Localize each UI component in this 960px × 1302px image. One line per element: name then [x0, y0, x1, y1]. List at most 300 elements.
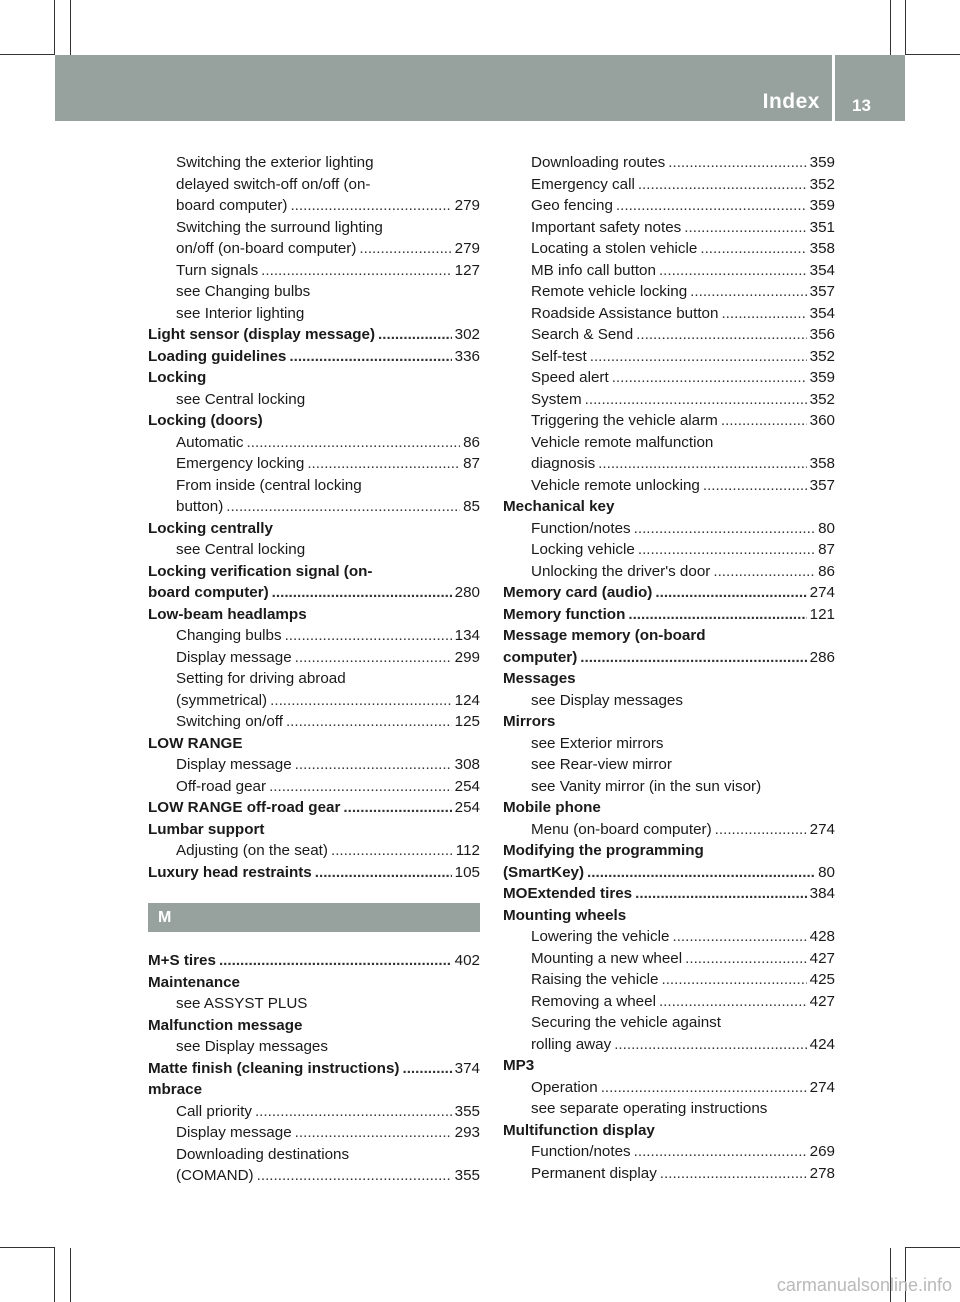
page-reference: 85 [463, 498, 480, 515]
entry-text: Operation [531, 1078, 598, 1096]
page-reference: 308 [454, 756, 480, 773]
section-heading: M [148, 903, 480, 932]
entry-text: diagnosis [531, 455, 596, 472]
page-reference: 278 [809, 1164, 835, 1182]
index-entry [148, 1079, 480, 1101]
page-reference: 254 [454, 777, 480, 795]
entry-text: Removing a wheel [531, 992, 656, 1010]
page-reference: 302 [454, 326, 480, 343]
entry-text: Modifying the programming [503, 842, 704, 859]
entry-text: Roadside Assistance button [531, 304, 719, 322]
page-reference: 286 [809, 648, 835, 666]
dot-leader [272, 582, 452, 604]
dot-leader [659, 991, 807, 1013]
dot-leader [226, 496, 460, 518]
index-subentry [503, 346, 835, 368]
index-subentry [503, 303, 835, 325]
index-subentry [148, 1036, 480, 1058]
entry-text: LOW RANGE [148, 734, 243, 752]
entry-text: Display message [176, 756, 292, 773]
index-subentry [148, 690, 480, 712]
index-subentry [148, 496, 480, 518]
index-subentry [503, 926, 835, 948]
page-reference: 254 [454, 799, 480, 816]
index-entry [148, 862, 480, 884]
dot-leader [636, 324, 806, 346]
dot-leader [634, 1141, 807, 1163]
index-subentry [148, 432, 480, 454]
index-subentry [503, 1012, 835, 1034]
index-subentry [503, 281, 835, 303]
index-entry [148, 367, 480, 389]
index-subentry [148, 174, 480, 196]
entry-text: Important safety notes [531, 218, 682, 236]
page-reference: 352 [809, 347, 835, 365]
index-subentry [503, 1163, 835, 1185]
entry-text: see Changing bulbs [176, 283, 311, 300]
entry-text: see ASSYST PLUS [176, 995, 308, 1012]
index-subentry [148, 217, 480, 239]
dot-leader [378, 324, 452, 346]
index-entry [503, 905, 835, 927]
index-subentry [503, 260, 835, 282]
crop-mark [0, 54, 55, 55]
dot-leader [700, 238, 806, 260]
entry-text: see Central locking [176, 541, 306, 558]
index-subentry [148, 1101, 480, 1123]
entry-text: Switching the exterior lighting [176, 154, 374, 171]
dot-leader [655, 582, 806, 604]
index-column-right [503, 152, 835, 1184]
index-entry [503, 625, 835, 647]
entry-text: Lumbar support [148, 820, 265, 838]
page-reference: 360 [809, 412, 835, 429]
index-subentry [148, 776, 480, 798]
crop-mark [905, 1247, 960, 1248]
dot-leader [614, 1034, 806, 1056]
entry-text: see Display messages [531, 691, 683, 709]
index-entry [503, 647, 835, 669]
dot-leader [628, 604, 806, 626]
entry-text: Locking verification signal (on- [148, 562, 373, 580]
page-reference: 274 [809, 584, 835, 601]
index-subentry [503, 367, 835, 389]
index-entry [148, 950, 480, 972]
dot-leader [257, 1165, 452, 1187]
entry-text: mbrace [148, 1081, 203, 1098]
index-entry [148, 1015, 480, 1037]
entry-text: Speed alert [531, 369, 609, 386]
entry-text: (SmartKey) [503, 863, 585, 881]
crop-mark [0, 1247, 55, 1248]
dot-leader [295, 1122, 452, 1144]
index-subentry [503, 991, 835, 1013]
entry-text: Mirrors [503, 713, 556, 730]
index-entry [148, 604, 480, 626]
dot-leader [721, 303, 806, 325]
index-subentry [503, 453, 835, 475]
dot-leader [255, 1101, 452, 1123]
index-subentry [503, 690, 835, 712]
entry-text: Geo fencing [531, 197, 613, 214]
index-subentry [503, 1141, 835, 1163]
entry-text: (symmetrical) [176, 691, 268, 709]
index-entry [148, 346, 480, 368]
entry-text: Function/notes [531, 1143, 631, 1160]
page-reference: 359 [809, 369, 835, 386]
entry-text: Light sensor (display message) [148, 326, 376, 343]
entry-text: Emergency call [531, 175, 635, 193]
dot-leader [616, 195, 807, 217]
index-subentry [148, 303, 480, 325]
dot-leader [295, 754, 452, 776]
page-reference: 125 [454, 713, 480, 730]
index-subentry [503, 238, 835, 260]
page-reference: 105 [454, 863, 480, 881]
index-subentry [503, 195, 835, 217]
header-separator [832, 55, 835, 121]
dot-leader [713, 561, 815, 583]
page-reference: 293 [454, 1124, 480, 1141]
page-reference: 80 [818, 863, 835, 881]
index-subentry [148, 260, 480, 282]
index-subentry [503, 733, 835, 755]
index-subentry [503, 754, 835, 776]
page-reference: 356 [809, 326, 835, 343]
entry-text: Luxury head restraints [148, 863, 312, 881]
dot-leader [331, 840, 453, 862]
page-reference: 121 [809, 605, 835, 623]
page-reference: 359 [809, 197, 835, 214]
dot-leader [270, 690, 452, 712]
index-subentry [148, 195, 480, 217]
dot-leader [290, 195, 451, 217]
entry-text: Messages [503, 670, 576, 687]
entry-text: Mechanical key [503, 498, 615, 515]
entry-text: Display message [176, 648, 292, 666]
entry-text: (COMAND) [176, 1167, 254, 1184]
entry-text: Malfunction message [148, 1016, 303, 1034]
entry-text: Maintenance [148, 973, 240, 991]
entry-text: Downloading destinations [176, 1145, 350, 1163]
entry-text: Setting for driving abroad [176, 670, 346, 687]
page-reference: 359 [809, 154, 835, 171]
crop-mark [70, 0, 71, 55]
dot-leader [685, 948, 807, 970]
dot-leader [703, 475, 807, 497]
page-reference: 351 [809, 218, 835, 236]
crop-mark [905, 54, 960, 55]
page-reference: 86 [818, 562, 835, 580]
index-entry [148, 324, 480, 346]
entry-text: Securing the vehicle against [531, 1014, 721, 1031]
entry-text: Message memory (on-board [503, 627, 706, 644]
entry-text: board computer) [148, 584, 269, 601]
entry-text: Search & Send [531, 326, 634, 343]
dot-leader [715, 819, 807, 841]
entry-text: button) [176, 498, 224, 515]
dot-leader [359, 238, 451, 260]
page-reference: 355 [454, 1102, 480, 1120]
index-subentry [148, 1165, 480, 1187]
index-entry [148, 733, 480, 755]
page-reference: 80 [818, 519, 835, 537]
index-entry [503, 840, 835, 862]
index-column-left [148, 152, 480, 1187]
page-reference: 274 [809, 820, 835, 838]
entry-text: see Display messages [176, 1038, 328, 1055]
dot-leader [638, 539, 815, 561]
entry-text: Automatic [176, 433, 244, 451]
index-entry [148, 561, 480, 583]
entry-text: see separate operating instructions [531, 1100, 768, 1117]
page-reference: 427 [809, 992, 835, 1010]
entry-text: MOExtended tires [503, 885, 633, 902]
index-subentry [148, 389, 480, 411]
entry-text: Locking (doors) [148, 412, 263, 429]
index-subentry [503, 432, 835, 454]
dot-leader [684, 217, 806, 239]
entry-text: Vehicle remote unlocking [531, 476, 700, 494]
entry-text: Triggering the vehicle alarm [531, 412, 718, 429]
page-reference: 357 [809, 283, 835, 300]
page-reference: 336 [454, 347, 480, 365]
dot-leader [638, 174, 807, 196]
page-number: 13 [852, 96, 871, 115]
dot-leader [590, 346, 807, 368]
entry-text: computer) [503, 648, 578, 666]
entry-text: Loading guidelines [148, 347, 287, 365]
page-reference: 358 [809, 240, 835, 257]
entry-text: Matte finish (cleaning instructions) [148, 1059, 400, 1077]
index-subentry [503, 174, 835, 196]
entry-text: Changing bulbs [176, 627, 282, 644]
dot-leader [598, 453, 806, 475]
index-subentry [503, 389, 835, 411]
page-reference: 86 [463, 433, 480, 451]
page-reference: 358 [809, 455, 835, 472]
index-subentry [148, 840, 480, 862]
index-subentry [148, 152, 480, 174]
index-entry [148, 797, 480, 819]
entry-text: board computer) [176, 197, 288, 214]
entry-text: System [531, 390, 582, 408]
dot-leader [585, 389, 807, 411]
entry-text: Remote vehicle locking [531, 283, 688, 300]
page-reference: 299 [454, 648, 480, 666]
dot-leader [261, 260, 451, 282]
page-reference: 87 [818, 541, 835, 558]
index-subentry [148, 1122, 480, 1144]
dot-leader [580, 647, 806, 669]
entry-text: Emergency locking [176, 455, 305, 472]
index-subentry [503, 819, 835, 841]
index-subentry [503, 1098, 835, 1120]
page-reference: 134 [454, 627, 480, 644]
index-subentry [148, 539, 480, 561]
page-reference: 280 [454, 584, 480, 601]
dot-leader [402, 1058, 451, 1080]
entry-text: Function/notes [531, 519, 631, 537]
crop-mark [70, 1248, 71, 1302]
page-reference: 127 [454, 261, 480, 279]
index-subentry [148, 647, 480, 669]
index-subentry [148, 453, 480, 475]
entry-text: Display message [176, 1124, 292, 1141]
entry-text: Switching the surround lighting [176, 218, 383, 236]
watermark: carmanualsonline.info [776, 1275, 952, 1295]
index-entry [503, 797, 835, 819]
entry-text: rolling away [531, 1035, 612, 1053]
page-reference: 424 [809, 1035, 835, 1053]
page-reference: 357 [809, 476, 835, 494]
entry-text: Mobile phone [503, 799, 601, 816]
index-subentry [503, 969, 835, 991]
index-subentry [503, 1034, 835, 1056]
entry-text: M+S tires [148, 952, 216, 969]
index-subentry [503, 475, 835, 497]
index-entry [148, 819, 480, 841]
entry-text: Turn signals [176, 261, 259, 279]
dot-leader [668, 152, 806, 174]
page-reference: 384 [809, 885, 835, 902]
entry-text: Lowering the vehicle [531, 928, 670, 945]
entry-text: From inside (central locking [176, 476, 362, 494]
index-subentry [503, 152, 835, 174]
entry-text: Menu (on-board computer) [531, 820, 712, 838]
page-reference: 274 [809, 1078, 835, 1096]
dot-leader [343, 797, 451, 819]
page-reference: 354 [809, 304, 835, 322]
entry-text: Permanent display [531, 1164, 657, 1182]
entry-text: Adjusting (on the seat) [176, 842, 328, 859]
index-entry [148, 410, 480, 432]
dot-leader [659, 260, 807, 282]
entry-text: MP3 [503, 1057, 535, 1074]
dot-leader [612, 367, 807, 389]
entry-text: Low-beam headlamps [148, 605, 307, 623]
entry-text: Switching on/off [176, 713, 283, 730]
dot-leader [690, 281, 806, 303]
index-subentry [503, 1077, 835, 1099]
entry-text: Multifunction display [503, 1121, 655, 1139]
entry-text: see Exterior mirrors [531, 734, 664, 752]
index-entry [503, 711, 835, 733]
entry-text: see Vanity mirror (in the sun visor) [531, 777, 762, 795]
entry-text: Call priority [176, 1102, 252, 1120]
page-title: Index [762, 90, 820, 113]
entry-text: Mounting a new wheel [531, 949, 683, 967]
dot-leader [315, 862, 452, 884]
entry-text: Locking centrally [148, 519, 273, 537]
index-subentry [503, 948, 835, 970]
page-reference: 279 [454, 240, 480, 257]
entry-text: Off-road gear [176, 777, 267, 795]
index-subentry [148, 711, 480, 733]
dot-leader [289, 346, 451, 368]
index-subentry [148, 238, 480, 260]
entry-text: delayed switch-off on/off (on- [176, 175, 371, 193]
index-subentry [148, 754, 480, 776]
index-subentry [503, 324, 835, 346]
page-reference: 402 [454, 952, 480, 969]
index-entry [503, 582, 835, 604]
index-entry [503, 1120, 835, 1142]
entry-text: Locking vehicle [531, 541, 635, 558]
entry-text: Mounting wheels [503, 906, 627, 924]
dot-leader [661, 969, 806, 991]
entry-text: Unlocking the driver's door [531, 562, 711, 580]
page-reference: 355 [454, 1167, 480, 1184]
entry-text: MB info call button [531, 261, 656, 279]
entry-text: see Central locking [176, 390, 306, 408]
page-reference: 112 [455, 842, 480, 859]
dot-leader [601, 1077, 807, 1099]
page-reference: 352 [809, 390, 835, 408]
index-entry [503, 862, 835, 884]
crop-mark [905, 0, 906, 54]
dot-leader [269, 776, 452, 798]
index-subentry [503, 776, 835, 798]
index-entry [503, 883, 835, 905]
page-reference: 428 [809, 928, 835, 945]
index-subentry [503, 217, 835, 239]
dot-leader [247, 432, 461, 454]
dot-leader [660, 1163, 807, 1185]
page-reference: 354 [809, 261, 835, 279]
page-reference: 269 [809, 1143, 835, 1160]
dot-leader [219, 950, 452, 972]
index-subentry [148, 1144, 480, 1166]
index-entry [503, 1055, 835, 1077]
entry-text: LOW RANGE off-road gear [148, 799, 341, 816]
index-subentry [503, 561, 835, 583]
page-reference: 425 [809, 971, 835, 988]
page-reference: 374 [454, 1059, 480, 1077]
page-reference: 124 [454, 691, 480, 709]
index-entry [503, 604, 835, 626]
index-entry [503, 668, 835, 690]
index-entry [148, 1058, 480, 1080]
entry-text: Memory card (audio) [503, 584, 653, 601]
index-subentry [503, 410, 835, 432]
dot-leader [634, 518, 815, 540]
entry-text: on/off (on-board computer) [176, 240, 357, 257]
index-subentry [148, 668, 480, 690]
index-subentry [148, 475, 480, 497]
entry-text: Downloading routes [531, 154, 666, 171]
index-entry [148, 972, 480, 994]
page-reference: 427 [809, 949, 835, 967]
index-subentry [503, 518, 835, 540]
index-subentry [148, 993, 480, 1015]
entry-text: Vehicle remote malfunction [531, 433, 714, 451]
crop-mark [54, 0, 55, 54]
dot-leader [286, 711, 452, 733]
index-subentry [148, 281, 480, 303]
entry-text: Memory function [503, 605, 626, 623]
entry-text: see Interior lighting [176, 304, 305, 322]
entry-text: Locking [148, 369, 207, 386]
dot-leader [295, 647, 452, 669]
entry-text: see Rear-view mirror [531, 756, 672, 773]
page-reference: 352 [809, 175, 835, 193]
dot-leader [587, 862, 815, 884]
index-entry [503, 496, 835, 518]
entry-text: Raising the vehicle [531, 971, 659, 988]
page-reference: 279 [454, 197, 480, 214]
crop-mark [890, 0, 891, 55]
